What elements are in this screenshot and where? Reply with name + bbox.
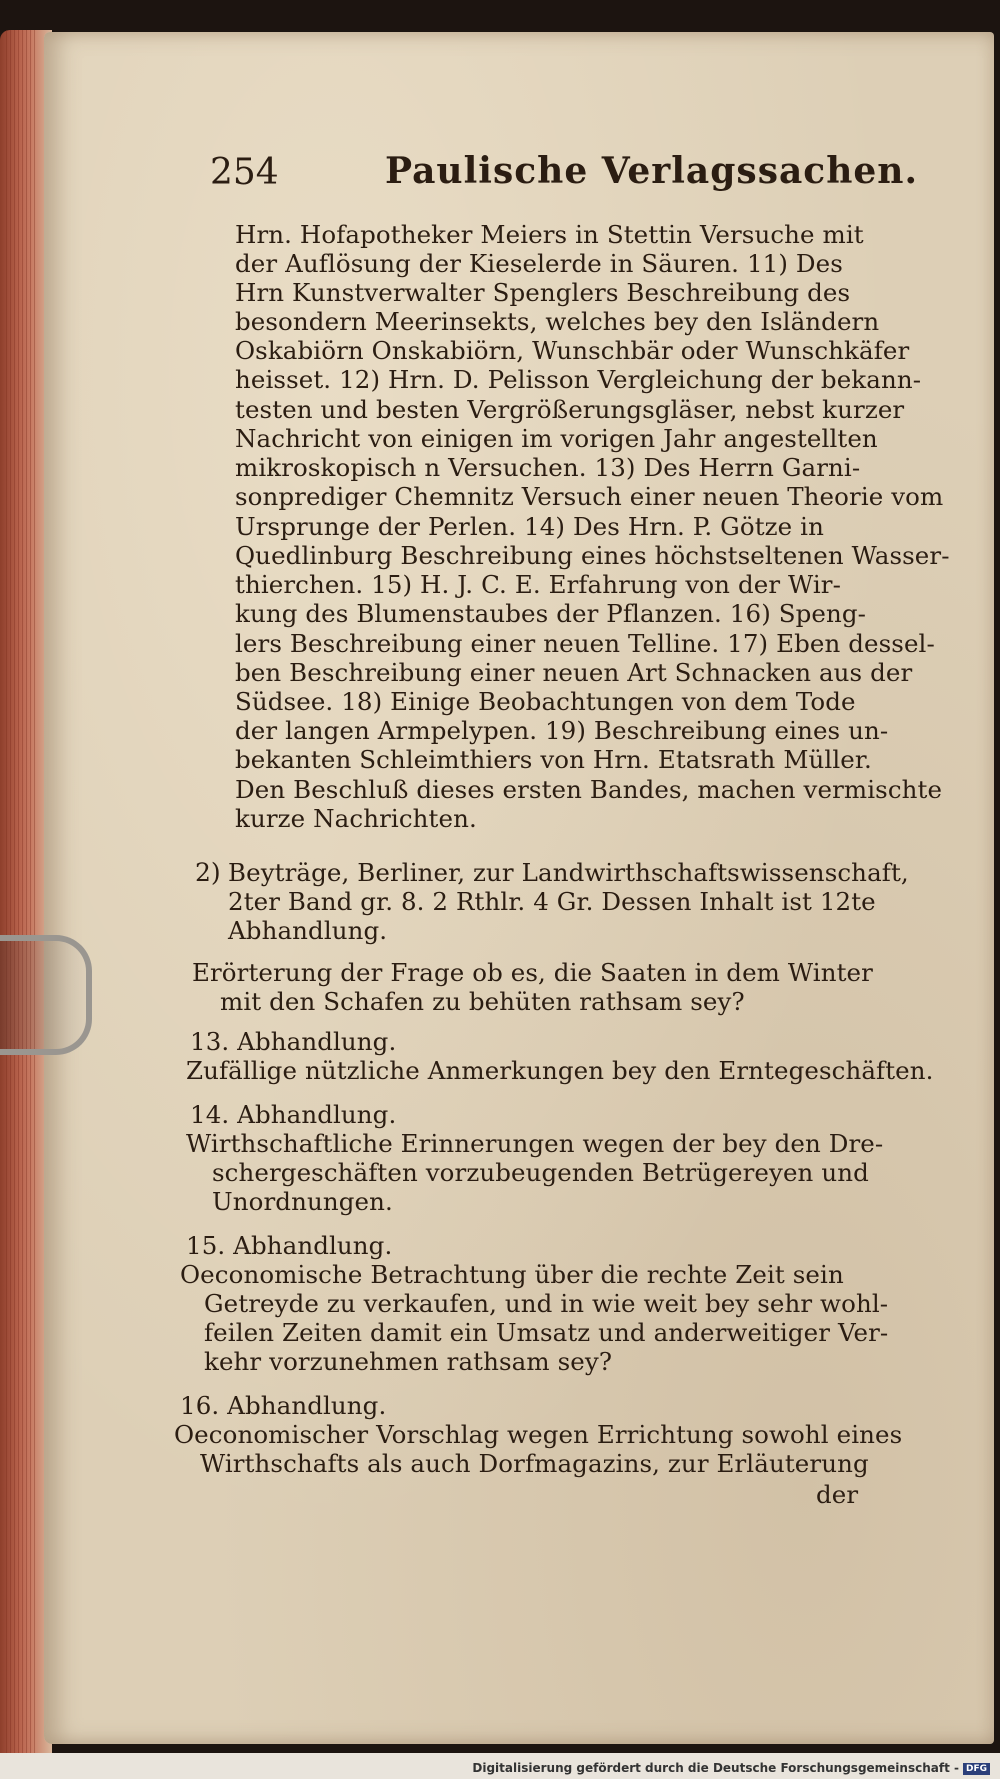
entry-number: 2) [195, 858, 221, 887]
body-line: lers Beschreibung einer neuen Telline. 17) Eben dessel- [235, 629, 935, 658]
funding-credit [472, 1761, 990, 1775]
section-line: Oeconomische Betrachtung über die rechte Zeit sein [180, 1260, 844, 1289]
section-line: Unordnungen. [212, 1187, 393, 1216]
section-line: Wirthschafts als auch Dorfmagazins, zur Erläuterung [200, 1449, 869, 1478]
body-line: testen und besten Vergrößerungsgläser, nebst kurzer [235, 395, 905, 424]
entry-line: Beyträge, Berliner, zur Landwirthschaftswissenschaft, [228, 858, 909, 887]
body-line: kurze Nachrichten. [235, 804, 477, 833]
section-line: Zufällige nützliche Anmerkungen bey den Erntegeschäften. [186, 1056, 934, 1085]
body-line: sonprediger Chemnitz Versuch einer neuen Theorie vom [235, 482, 944, 511]
body-line: Nachricht von einigen im vorigen Jahr angestellten [235, 424, 878, 453]
body-line: mikroskopisch n Versuchen. 13) Des Herrn Garni- [235, 453, 861, 482]
body-line: kung des Blumenstaubes der Pflanzen. 16) Speng- [235, 599, 867, 628]
section-line: Oeconomischer Vorschlag wegen Errichtung sowohl eines [174, 1420, 903, 1449]
body-line: Hrn Kunstverwalter Spenglers Beschreibung des [235, 278, 851, 307]
entry-line: Abhandlung. [228, 916, 388, 945]
section-heading: 13. Abhandlung. [190, 1027, 397, 1056]
body-line: der Auflösung der Kieselerde in Säuren. 11) Des [235, 249, 843, 278]
body-line: besondern Meerinsekts, welches bey den Isländern [235, 307, 880, 336]
section-heading: 16. Abhandlung. [180, 1391, 387, 1420]
body-line: Südsee. 18) Einige Beobachtungen von dem Tode [235, 687, 856, 716]
body-line: bekanten Schleimthiers von Hrn. Etatsrath Müller. [235, 745, 872, 774]
section-heading: 14. Abhandlung. [190, 1100, 397, 1129]
section-heading: 15. Abhandlung. [186, 1231, 393, 1260]
running-head: Paulische Verlagssachen. [385, 150, 918, 192]
entry-line: 2ter Band gr. 8. 2 Rthlr. 4 Gr. Dessen Inhalt ist 12te [228, 887, 876, 916]
body-line: Ursprunge der Perlen. 14) Des Hrn. P. Götze in [235, 512, 824, 541]
body-line: heisset. 12) Hrn. D. Pelisson Vergleichung der bekann- [235, 365, 922, 394]
paper-clip-icon [0, 935, 92, 1055]
body-line: Den Beschluß dieses ersten Bandes, machen vermischte [235, 775, 943, 804]
section-line: feilen Zeiten damit ein Umsatz und anderweitiger Ver- [204, 1318, 889, 1347]
credit-strip [0, 1753, 1000, 1779]
dfg-logo-icon: DFG [963, 1763, 990, 1775]
credit-text: Digitalisierung gefördert durch die Deutsche Forschungsgemeinschaft - [472, 1761, 959, 1775]
section-line: Wirthschaftliche Erinnerungen wegen der bey den Dre- [186, 1129, 884, 1158]
section-line: kehr vorzunehmen rathsam sey? [204, 1347, 613, 1376]
section-line: Erörterung der Frage ob es, die Saaten in dem Winter [192, 958, 873, 987]
catchword: der [816, 1480, 859, 1509]
body-line: Hrn. Hofapotheker Meiers in Stettin Versuche mit [235, 220, 864, 249]
section-line: schergeschäften vorzubeugenden Betrügereyen und [212, 1158, 869, 1187]
body-line: der langen Armpelypen. 19) Beschreibung eines un- [235, 716, 889, 745]
section-line: Getreyde zu verkaufen, und in wie weit bey sehr wohl- [204, 1289, 889, 1318]
section-line: mit den Schafen zu behüten rathsam sey? [220, 987, 745, 1016]
body-line: ben Beschreibung einer neuen Art Schnacken aus der [235, 658, 913, 687]
page-number: 254 [210, 152, 279, 193]
body-line: Quedlinburg Beschreibung eines höchstseltenen Wasser- [235, 541, 950, 570]
body-line: thierchen. 15) H. J. C. E. Erfahrung von der Wir- [235, 570, 841, 599]
body-line: Oskabiörn Onskabiörn, Wunschbär oder Wunschkäfer [235, 336, 910, 365]
